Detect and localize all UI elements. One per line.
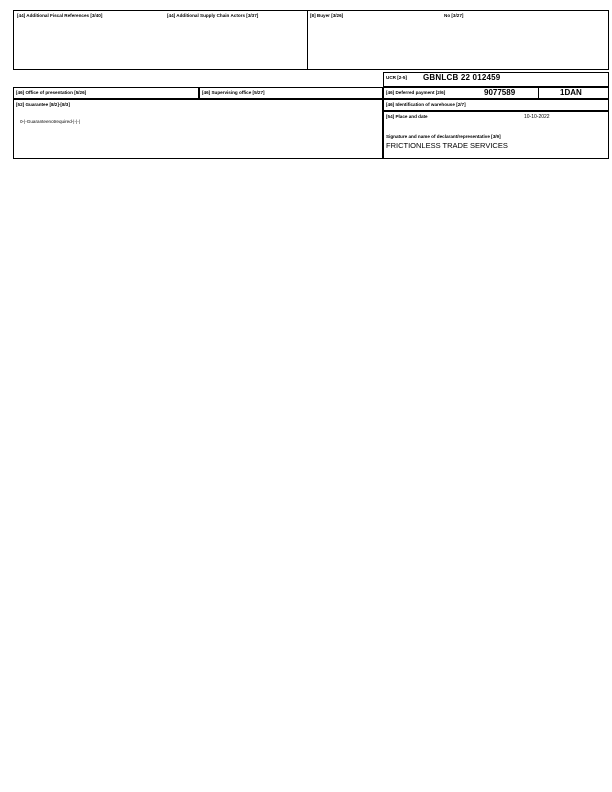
additional-supply-chain-actors-label: [44] Additional Supply Chain Actors [3/37] [167,13,259,18]
additional-fiscal-references-label: [44] Additional Fiscal References [3/40] [17,13,103,18]
supervising-office-label: [46] Supervising office [5/27] [202,90,265,95]
deferred-payment-code: 1DAN [560,88,582,97]
ucr-value: GBNLCB 22 012459 [423,73,501,82]
buyer-no-label: No [3/27] [444,13,464,18]
top-section [13,10,609,70]
deferred-payment-label: [46] Deferred payment [2/6] [386,90,446,95]
signature-label: Signature and name of declarant/representative [3/9] [386,134,501,139]
signature-name: FRICTIONLESS TRADE SERVICES [386,141,508,150]
guarantee-box [13,99,383,159]
deferred-payment-value: 9077589 [484,88,516,97]
buyer-label: [8] Buyer [3/26] [310,13,344,18]
identification-label: [46] Identification of warehouse [2/7] [386,102,466,107]
place-date-label: [54] Place and date [386,114,428,119]
office-of-presentation-label: [46] Office of presentation [5/26] [16,90,87,95]
guarantee-label: [52] Guarantee [8/2]-[8/3] [16,102,70,107]
guarantee-value: 0-|-Guaranteenotrequired-|-|-| [20,119,80,124]
deferred-payment-divider [538,87,539,99]
top-section-divider [307,10,308,70]
ucr-label: UCR [2-5] [386,75,407,80]
place-date-value: 10-10-2022 [524,114,550,120]
